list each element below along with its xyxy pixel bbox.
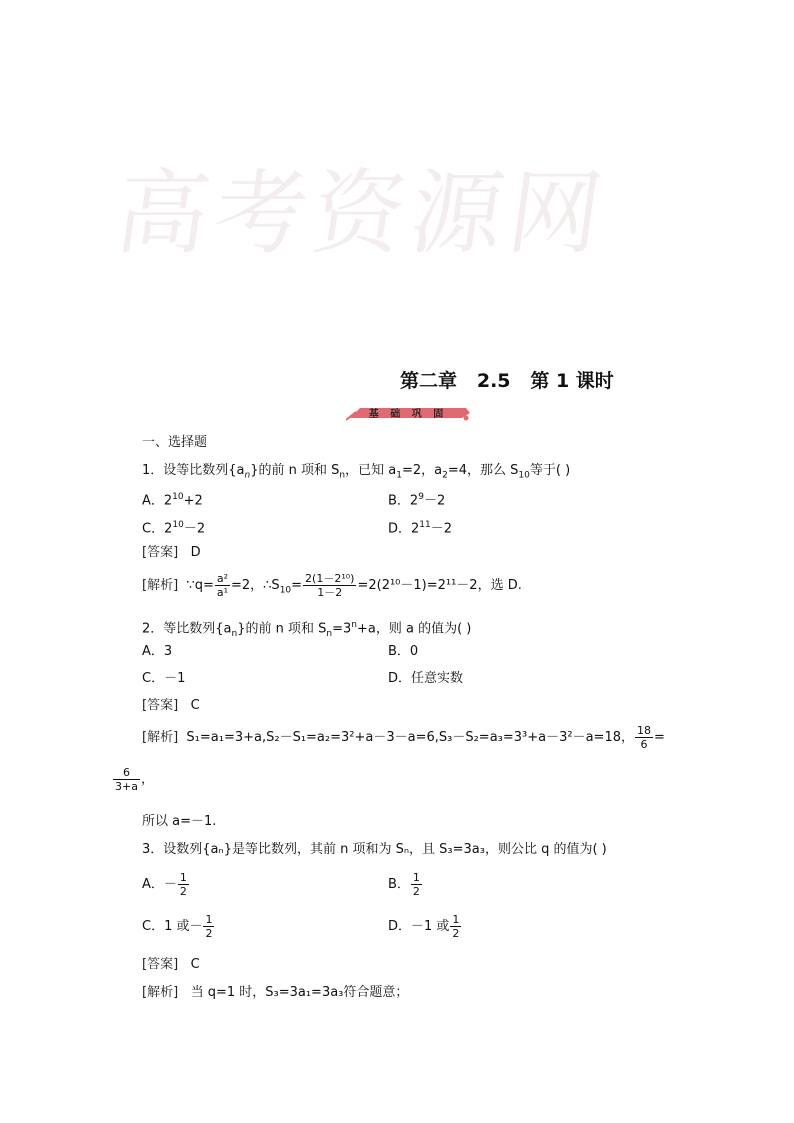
question-2-analysis-cont: $\frac{6}{3+a}$ ， bbox=[115, 766, 154, 793]
question-2-option-b: B．0 bbox=[388, 644, 419, 659]
section-heading: 一、选择题 bbox=[142, 435, 208, 450]
answer-tag: [答案] bbox=[142, 545, 179, 560]
question-2-option-d: D．任意实数 bbox=[388, 671, 464, 686]
question-2-conclusion: 所以 a=－1. bbox=[142, 814, 217, 829]
question-3-answer bbox=[142, 956, 200, 974]
fraction: $\frac{1}{2}$ bbox=[452, 913, 460, 940]
watermark-logo: 高考资源网 bbox=[109, 160, 615, 267]
question-2-option-a: A．3 bbox=[142, 644, 173, 659]
section-banner bbox=[346, 404, 470, 422]
answer-value: D bbox=[190, 545, 201, 560]
fraction: $\frac{\text{a²}}{\text{a¹}}$ bbox=[216, 572, 228, 599]
fraction: $\frac{6}{3+a}$ bbox=[115, 766, 138, 793]
question-1-answer bbox=[142, 544, 201, 562]
question-3-stem: 3．设数列{aₙ}是等比数列，其前 n 项和为 Sₙ，且 S₃=3a₃，则公比 q 的值为( ) bbox=[142, 842, 607, 857]
question-1-option-c: C．$2^{10}-2$ bbox=[142, 520, 206, 537]
question-1-option-d: D．$2^{11}-2$ bbox=[388, 520, 453, 537]
fraction: $\frac{\text{2(1－2¹⁰)}}{1-2}$ bbox=[305, 572, 355, 599]
fraction: $\frac{1}{2}$ bbox=[205, 913, 213, 940]
question-3-option-d: D．－1 或 $\frac{1}{2}$ bbox=[388, 913, 460, 940]
answer-value: C bbox=[190, 698, 200, 713]
question-2-option-c: C．－1 bbox=[142, 671, 186, 686]
fraction: $\frac{1}{2}$ bbox=[412, 871, 420, 898]
answer-tag: [答案] bbox=[142, 698, 179, 713]
question-2-stem: 2．等比数列$\{a_n\}$的前 n 项和 $S_n=3^n+a$，则 a 的值为( ) bbox=[142, 620, 472, 639]
page-title: 第二章 2.5 第 1 课时 bbox=[400, 370, 614, 392]
question-1-stem: 1．设等比数列$\{a_n\}$的前 n 项和 $S_n$，已知 $a_1=2$，$a_2=4$，那么 $S_{10}$等于( ) bbox=[142, 463, 571, 481]
fraction: $\frac{1}{2}$ bbox=[179, 871, 187, 898]
question-1-option-a: A．$2^{10}+2$ bbox=[142, 492, 203, 509]
question-2-analysis: [解析] S₁=a₁=3+a,S₂－S₁=a₂=3²+a－3－a=6,S₃－S₂=a₃=3³+a－3²－a=18， $\frac{18}{6}$ = bbox=[142, 724, 665, 751]
question-3-option-b: B． $\frac{1}{2}$ bbox=[388, 871, 420, 898]
question-3-analysis: [解析] 当 q=1 时，S₃=3a₁=3a₃符合题意； bbox=[142, 985, 409, 1000]
question-2-answer bbox=[142, 697, 200, 715]
question-1-analysis: [解析] ∵q= $\frac{\text{a²}}{\text{a¹}}$ =2，$\therefore S_{10}=$ $\frac{\text{2(1－2¹⁰)}}{1-2}$ =2(2¹⁰－1)=2¹¹－2，选 D. bbox=[142, 572, 522, 599]
question-3-option-a: A．－ $\frac{1}{2}$ bbox=[142, 871, 187, 898]
question-1-option-b: B．$2^9-2$ bbox=[388, 492, 446, 509]
section-banner-label: 基 础 巩 固 bbox=[368, 409, 448, 420]
question-3-option-c: C．1 或－ $\frac{1}{2}$ bbox=[142, 913, 213, 940]
fraction: $\frac{18}{6}$ bbox=[637, 724, 651, 751]
answer-tag: [答案] bbox=[142, 957, 179, 972]
answer-value: C bbox=[190, 957, 200, 972]
